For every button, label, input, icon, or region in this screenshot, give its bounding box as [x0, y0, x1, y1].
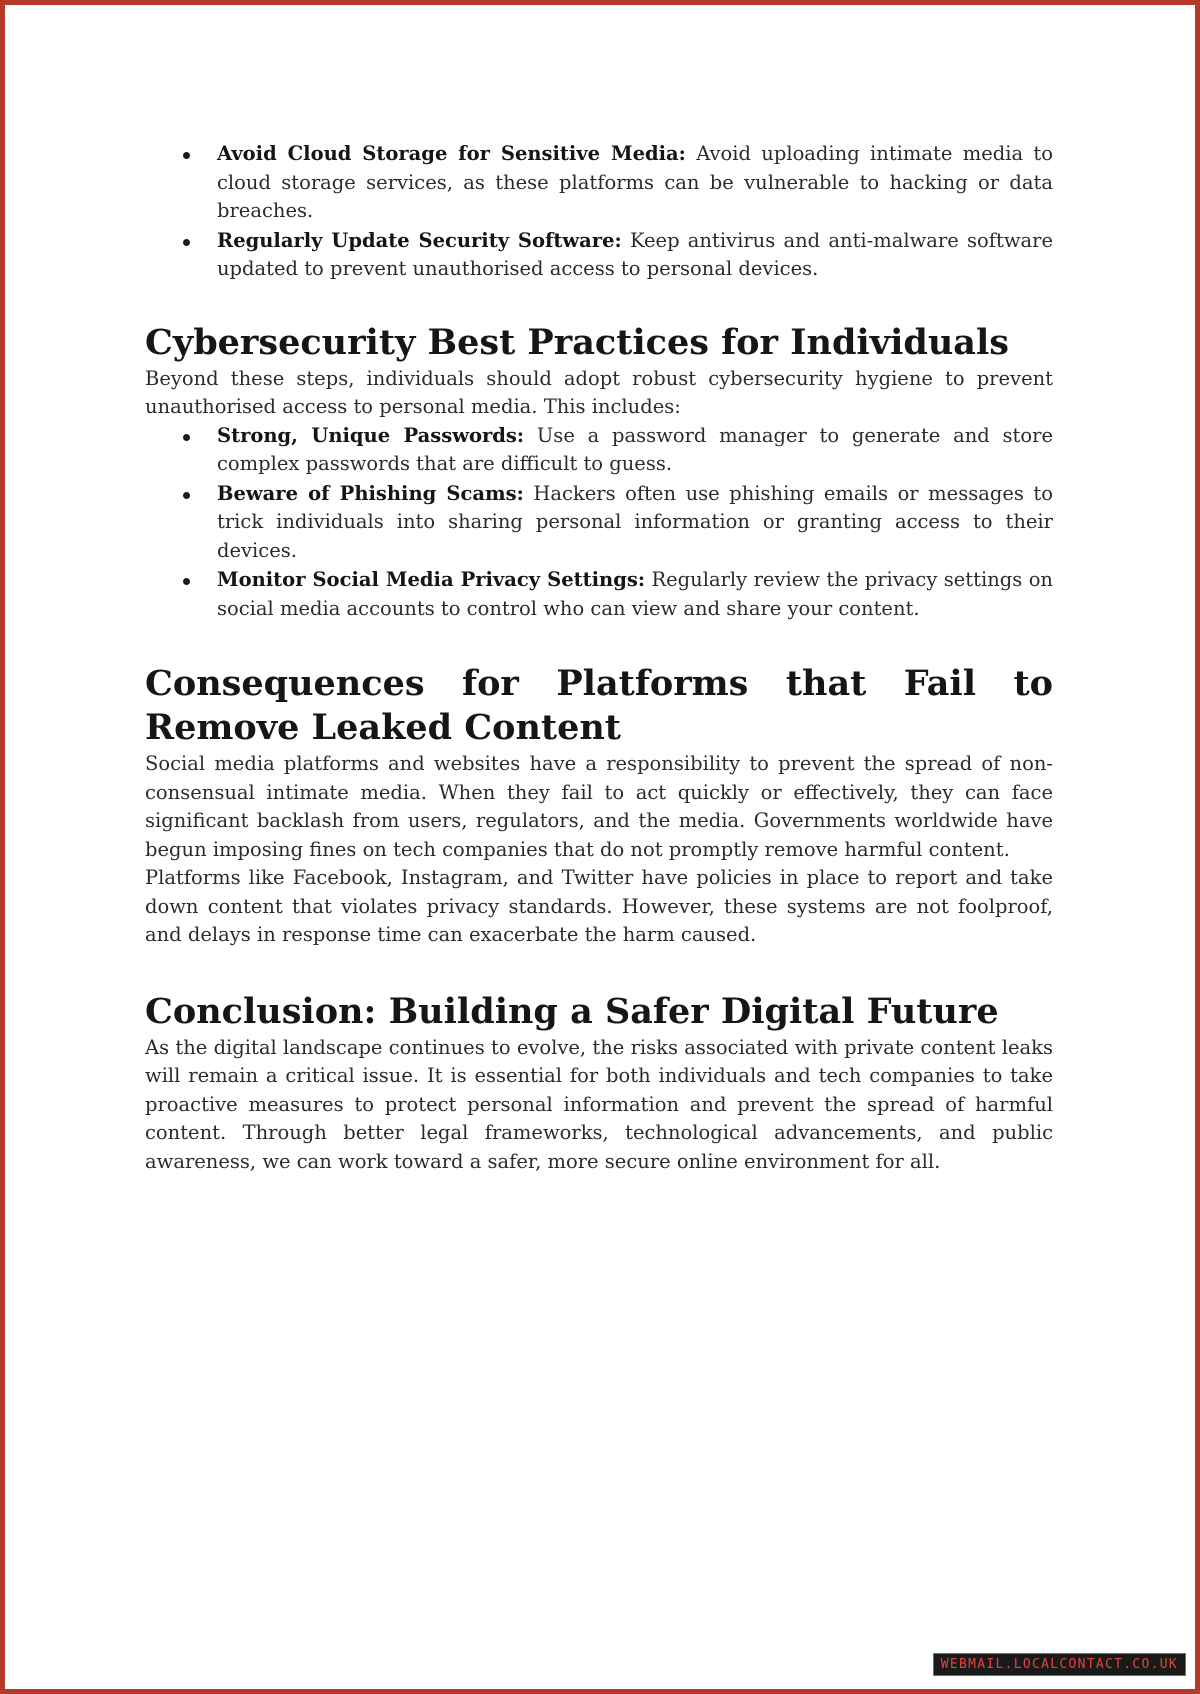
bullet-icon: [183, 434, 190, 441]
list-item-text: Regularly review the privacy settings on social media accounts to control who can view and share your content.: [217, 568, 1053, 620]
heading-consequences: Consequences for Platforms that Fail to Remove Leaked Content: [145, 663, 1053, 748]
list-item-text: Use a password manager to generate and store complex passwords that are difficult to guess.: [217, 423, 1053, 475]
list-item-title: Regularly Update Security Software:: [217, 228, 622, 252]
bullet-icon: [183, 239, 190, 246]
list-item: [145, 566, 1053, 623]
heading-conclusion: Conclusion: Building a Safer Digital Future: [145, 990, 999, 1032]
list-item: [145, 480, 1053, 566]
list-item-title: Strong, Unique Passwords:: [217, 423, 525, 447]
bullet-icon: [183, 152, 190, 159]
bullet-list-top: [145, 140, 1053, 284]
bullet-icon: [183, 492, 190, 499]
list-item-text: Keep antivirus and anti-malware software updated to prevent unauthorised access to personal devices.: [217, 228, 1053, 280]
list-item-title: Beware of Phishing Scams:: [217, 481, 524, 505]
list-item-title: Monitor Social Media Privacy Settings:: [217, 568, 646, 591]
heading-cybersecurity: Cybersecurity Best Practices for Individuals: [145, 321, 1009, 363]
list-item-title: Avoid Cloud Storage for Sensitive Media:: [217, 142, 686, 165]
document-page: [145, 140, 1053, 1176]
bullet-list-cyber: [145, 422, 1053, 624]
paragraph-consequences-1: Social media platforms and websites have a responsibility to prevent the spread of non-consensual intimate media. When they fail to act quickly or effectively, they can face significant backlash from users, regulators, and the media. Governments worldwide have begun imposing fines on tech companies that do not promptly remove harmful content.: [145, 752, 1053, 861]
bullet-icon: [183, 578, 190, 585]
list-item: [145, 140, 1053, 226]
paragraph-conclusion: As the digital landscape continues to evolve, the risks associated with private content leaks will remain a critical issue. It is essential for both individuals and tech companies to take proactive measures to protect personal information and prevent the spread of harmful content. Through better legal frameworks, technological advancements, and public awareness, we can work toward a safer, more secure online environment for all.: [145, 1035, 1053, 1173]
paragraph-cyber-intro: Beyond these steps, individuals should adopt robust cybersecurity hygiene to prevent unauthorised access to personal media. This includes:: [145, 366, 1053, 418]
paragraph-consequences-2: Platforms like Facebook, Instagram, and Twitter have policies in place to report and take down content that violates privacy standards. However, these systems are not foolproof, and delays in response time can exacerbate the harm caused.: [145, 866, 1053, 946]
list-item-text: Hackers often use phishing emails or messages to trick individuals into sharing personal information or granting access to their devices.: [217, 481, 1053, 562]
list-item: [145, 422, 1053, 479]
list-item-text: Avoid uploading intimate media to cloud storage services, as these platforms can be vulnerable to hacking or data breaches.: [217, 142, 1053, 222]
watermark-label: WEBMAIL.LOCALCONTACT.CO.UK: [933, 1653, 1186, 1676]
list-item: [145, 227, 1053, 284]
